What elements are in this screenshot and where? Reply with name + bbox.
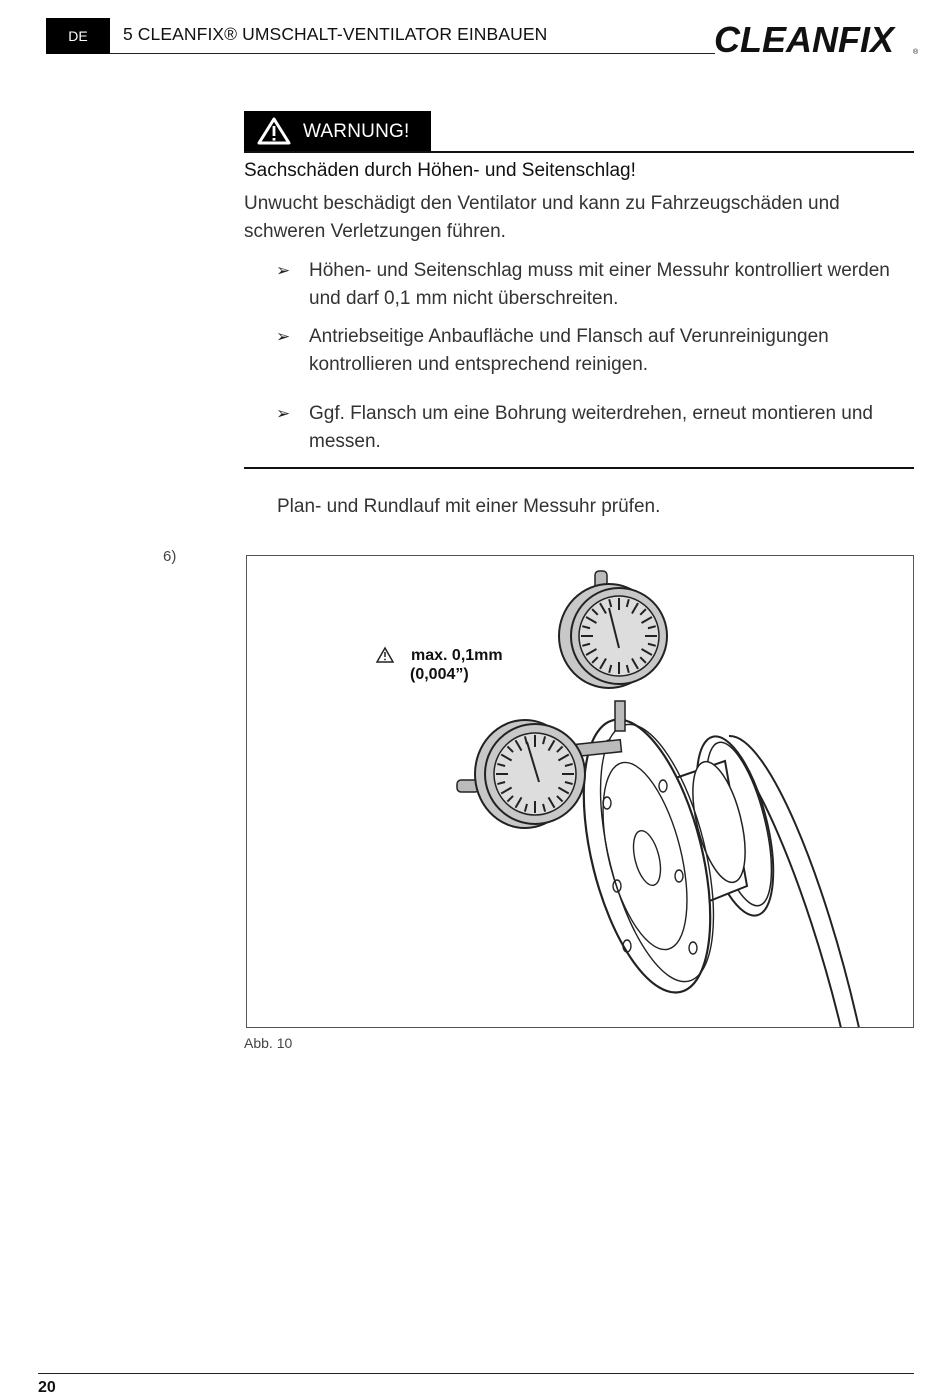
warning-banner xyxy=(244,111,431,151)
warning-label: WARNUNG! xyxy=(303,121,410,142)
svg-text:®: ® xyxy=(913,49,919,56)
warning-top-rule xyxy=(244,151,914,153)
tolerance-value: max. 0,1mm xyxy=(411,647,503,664)
upper-dial-gauge xyxy=(559,571,667,731)
header-divider xyxy=(110,53,715,54)
warning-bottom-rule xyxy=(244,467,914,469)
warning-text: Unwucht beschädigt den Ventilator und kann zu Fahrzeugschäden und schweren Verletzungen führen. xyxy=(244,193,840,242)
bullet-arrow-icon: ➢ xyxy=(276,327,291,346)
bullet-text: Antriebseitige Anbaufläche und Flansch auf Verunreinigungen kontrollieren und entsprechend reinigen. xyxy=(309,326,829,375)
cleanfix-logo xyxy=(712,14,922,62)
warning-triangle-icon xyxy=(257,117,291,145)
page-number: 20 xyxy=(38,1379,56,1396)
bullet-arrow-icon: ➢ xyxy=(276,261,291,280)
figure-caption: Abb. 10 xyxy=(244,1035,293,1051)
bullet-arrow-icon: ➢ xyxy=(276,404,291,423)
tolerance-value-inch: (0,004”) xyxy=(410,666,469,683)
bullet-text: Ggf. Flansch um eine Bohrung weiterdrehen, erneut montieren und messen. xyxy=(309,403,873,452)
chapter-title: 5 CLEANFIX® UMSCHALT-VENTILATOR EINBAUEN xyxy=(123,24,548,44)
bullet-text: Höhen- und Seitenschlag muss mit einer Messuhr kontrolliert werden und darf 0,1 mm nicht überschreiten. xyxy=(309,260,890,309)
dial-gauge-illustration xyxy=(247,556,914,1028)
language-tab: DE xyxy=(46,18,110,54)
svg-text:CLEANFIX: CLEANFIX xyxy=(714,19,894,60)
footer-divider xyxy=(38,1373,914,1374)
figure-frame xyxy=(246,555,914,1028)
warning-heading: Sachschäden durch Höhen- und Seitenschlag! xyxy=(244,160,636,181)
step-instruction: Plan- und Rundlauf mit einer Messuhr prüfen. xyxy=(277,496,661,517)
step-number: 6) xyxy=(163,548,177,565)
tolerance-warning-icon xyxy=(377,648,393,662)
